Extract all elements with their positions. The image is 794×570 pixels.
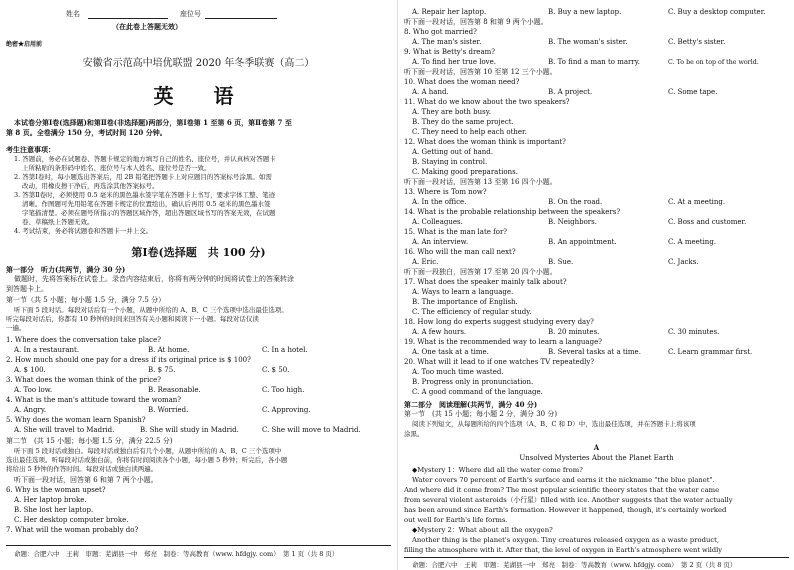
- section2-intro-3: 将给出 5 秒钟的作答时间。每段对话或独白读两遍。: [6, 465, 158, 473]
- option-a: A. Too much time wasted.: [412, 368, 504, 376]
- option-c: C. Making good preparations.: [412, 168, 518, 176]
- instruction: 听下面一段独白，回答第 17 至第 20 四个小题。: [404, 268, 557, 276]
- passage-title: Unsolved Mysteries About the Planet Earth: [519, 454, 674, 462]
- listening-intro-2: 到答题卡上。: [6, 285, 48, 293]
- question-text: 3. What does the woman think of the price?: [6, 376, 162, 384]
- intro-line-2: 第 8 页。全卷满分 150 分，考试时间 120 分钟。: [6, 128, 167, 137]
- passage-line: And where did it come from? The most popular scientific theory states that the water came: [404, 486, 720, 494]
- option-a: A. Eric.: [412, 258, 439, 266]
- section1-intro-1: 听下面 5 段对话。每段对话后有一个小题，从题中所给的 A、B、C 三个选项中选出最佳选项。: [14, 306, 288, 314]
- option-c: C. She will move to Madrid.: [262, 426, 361, 434]
- option-c: C. Too high.: [262, 386, 305, 394]
- question-text: 8. Who got married?: [404, 28, 477, 36]
- option-b: B. Reasonable.: [148, 386, 201, 394]
- section1-intro-3: 一遍。: [6, 324, 26, 332]
- question-text: 19. What is the recommended way to learn a language?: [404, 338, 602, 346]
- footer-rule: [404, 557, 789, 558]
- option-c: C. A meeting.: [668, 238, 717, 246]
- question-text: 9. What is Betty's dream?: [404, 48, 496, 56]
- question-text: 14. What is the probable relationship between the speakers?: [404, 208, 621, 216]
- option-b: B. They do the same project.: [412, 118, 514, 126]
- part2-section1: 第一节 (共 15 小题；每小题 2 分，满分 30 分): [404, 410, 558, 418]
- option-b: B. Buy a new laptop.: [548, 8, 622, 16]
- page-2: [397, 0, 794, 570]
- option-a: A. One task at a time.: [412, 348, 489, 356]
- option-a: A. Colleagues.: [412, 218, 463, 226]
- passage-line: filling the atmosphere with it. After that, the level of oxygen in Earth's atmosphere went wildly: [404, 546, 722, 554]
- page-footer: 命题：合肥六中 王莉 审题：芜湖县一中 郑亮 制卷：等高教育（www. hfdgjy. com） 第 1 页（共 8 页）: [14, 550, 339, 558]
- option-b: B. An appointment.: [548, 238, 617, 246]
- option-b: B. The woman's sister.: [548, 38, 628, 46]
- part1-title: 第Ⅰ卷(选择题 共 100 分): [131, 246, 266, 259]
- passage-line: has been around since Earth's formation. However it happened, though, it's certainly worked: [404, 506, 727, 514]
- option-a: A. Angry.: [14, 406, 47, 414]
- seat-label: 座位号: [180, 10, 201, 18]
- page-footer: 命题：合肥六中 王莉 审题：芜湖县一中 郑亮 制卷：等高教育（www. hfdgjy. com） 第 2 页（共 8 页）: [412, 561, 737, 569]
- section1-title: 第一节（共 5 小题；每小题 1.5 分，满分 7.5 分）: [6, 296, 166, 304]
- option-b: B. She will study in Madrid.: [140, 426, 239, 434]
- option-a: A. To find her true love.: [412, 58, 496, 66]
- option-c: C. Buy a desktop computer.: [668, 8, 766, 16]
- passage-line: from several violent asteroids（小行星）filled with ice. Another suggests that the water actually: [404, 496, 733, 504]
- name-label: 姓名: [66, 10, 80, 18]
- part2-intro-2: 涂黑。: [404, 430, 424, 438]
- option-b: B. Neighbors.: [548, 218, 597, 226]
- note-line: 3. 答第Ⅱ卷时，必须使用 0.5 毫米的黑色墨水签字笔在答题卡上书写，要求字体工整、笔迹: [14, 191, 276, 199]
- option-c: C. 30 minutes.: [668, 328, 720, 336]
- option-b: B. Progress only in pronunciation.: [412, 378, 534, 386]
- question-text: 13. Where is Tom now?: [404, 188, 487, 196]
- option-c: C. Betty's sister.: [668, 38, 726, 46]
- question-text: 5. Why does the woman learn Spanish?: [6, 416, 146, 424]
- option-b: B. A project.: [548, 88, 593, 96]
- option-a: A. An interview.: [412, 238, 469, 246]
- question-text: 15. What is the man late for?: [404, 228, 508, 236]
- option-c: C. The efficiency of regular study.: [412, 308, 532, 316]
- part2-title: 第二部分 阅读理解(共两节，满分 40 分): [404, 400, 538, 409]
- passage-line: ◆Mystery 2：What about all the oxygen?: [412, 526, 553, 534]
- note-line: 1. 答题前，务必在试题卷、答题卡规定的地方填写自己的姓名、座位号，并认真核对答题卡: [14, 155, 276, 163]
- footer-rule: [6, 545, 391, 546]
- question-text: 7. What will the woman probably do?: [6, 526, 139, 534]
- notes-heading: 考生注意事项：: [6, 145, 55, 154]
- part2-intro-1: 阅读下列短文，从每题所给的四个选项（A、B、C 和 D）中，选出最佳选项，并在答题卡上将该项: [412, 420, 696, 428]
- option-c: C. $ 50.: [262, 366, 290, 374]
- option-a: A. They are both busy.: [412, 108, 491, 116]
- option-a: A. Her laptop broke.: [14, 496, 87, 504]
- option-a: A. $ 100.: [14, 366, 46, 374]
- q6-instruction: 听下面一段对话，回答第 6 和第 7 两个小题。: [14, 476, 158, 484]
- option-c: C. To be on top of the world.: [668, 59, 759, 66]
- listening-section-title: 第一部分 听力(共两节，满分 30 分): [6, 265, 126, 274]
- note-line: 清晰。作图题可先用铅笔在答题卡规定的位置绘出，确认后再用 0.5 毫米的黑色墨水签: [22, 200, 271, 208]
- option-b: B. On the road.: [548, 198, 603, 206]
- answer-notice: （在此卷上答题无效）: [112, 22, 182, 31]
- option-c: C. At a meeting.: [668, 198, 726, 206]
- option-c: C. Some tape.: [668, 88, 718, 96]
- passage-line: out well for Earth's life forms.: [404, 516, 508, 524]
- option-b: B. She lost her laptop.: [14, 506, 94, 514]
- option-a: A. Too low.: [14, 386, 53, 394]
- note-line: 卷、草稿纸上答题无效。: [22, 218, 94, 226]
- option-a: A. She will travel to Madrid.: [14, 426, 115, 434]
- note-line: 改动，用橡皮擦干净后，再选涂其他答案标号。: [22, 182, 159, 190]
- instruction: 听下面一段对话，回答第 8 和第 9 两个小题。: [404, 18, 548, 26]
- note-line: 上所粘贴的条形码中姓名、座位号与本人姓名、座位号是否一致。: [22, 164, 211, 172]
- option-c: C. In a hotel.: [262, 346, 308, 354]
- question-text: 10. What does the woman need?: [404, 78, 520, 86]
- option-b: B. Sue.: [548, 258, 574, 266]
- option-a: A. In the office.: [412, 198, 467, 206]
- option-b: B. To find a man to marry.: [548, 58, 640, 66]
- option-c: C. Her desktop computer broke.: [14, 516, 129, 524]
- name-line: [88, 18, 168, 19]
- question-text: 12. What does the woman think is important?: [404, 138, 566, 146]
- question-text: 18. How long do experts suggest studying every day?: [404, 318, 594, 326]
- instruction: 听下面一段对话，回答第 10 至第 12 三个小题。: [404, 68, 557, 76]
- subject-title: 英 语: [153, 84, 244, 108]
- note-line: 2. 答第Ⅰ卷时，每小题选出答案后，用 2B 铅笔把答题卡上对应题目的答案标号涂黑。如需: [14, 173, 272, 181]
- question-text: 20. What will it lead to if one watches TV repeatedly?: [404, 358, 595, 366]
- section2-intro-2: 选出最佳选项。听每段对话或独白前，你将有时间阅读各个小题，每小题 5 秒钟；听完后，各小题: [6, 456, 288, 464]
- secret-label: 绝密★启用前: [6, 41, 43, 48]
- option-a: A. The man's sister.: [412, 38, 482, 46]
- option-b: B. $ 75.: [148, 366, 176, 374]
- intro-line-1: 本试卷分第Ⅰ卷(选择题)和第Ⅱ卷(非选择题)两部分，第Ⅰ卷第 1 至第 6 页，第Ⅱ卷第 7 至: [14, 118, 292, 127]
- option-a: A. Ways to learn a language.: [412, 288, 514, 296]
- section2-intro-1: 听下面 5 段对话或独白。每段对话或独白后有几个小题，从题中所给的 A、B、C 三个选项中: [14, 447, 282, 455]
- passage-line: ◆Mystery 1：Where did all the water come from?: [412, 466, 583, 474]
- option-b: B. At home.: [148, 346, 190, 354]
- instruction: 听下面一段对话，回答第 13 至第 16 四个小题。: [404, 178, 557, 186]
- question-text: 17. What does the speaker mainly talk about?: [404, 278, 567, 286]
- seat-line: [205, 18, 277, 19]
- option-c: C. They need to help each other.: [412, 128, 527, 136]
- option-b: B. Worried.: [148, 406, 189, 414]
- question-text: 1. Where does the conversation take place?: [6, 336, 161, 344]
- option-a: A. A hand.: [412, 88, 449, 96]
- option-b: B. Staying in control.: [412, 158, 488, 166]
- option-c: C. Boss and customer.: [668, 218, 747, 226]
- passage-letter: A: [593, 443, 600, 452]
- question-text: 4. What is the man's attitude toward the woman?: [6, 396, 182, 404]
- question-text: 11. What do we know about the two speakers?: [404, 98, 570, 106]
- passage-line: Another thing is the planet's oxygen. Tiny creatures released oxygen as a waste product,: [412, 536, 720, 544]
- listening-intro-1: 做题时，先将答案标在试卷上。录音内容结束后，你将有两分钟的时间将试卷上的答案转涂: [14, 275, 294, 283]
- question-text: 2. How much should one pay for a dress if its original price is $ 100?: [6, 356, 251, 364]
- option-c: C. Jacks.: [668, 258, 699, 266]
- option-a: A. A few hours.: [412, 328, 467, 336]
- question-text: 6. Why is the woman upset?: [6, 486, 106, 494]
- option-c: C. A good command of the language.: [412, 388, 543, 396]
- option-a: A. Repair her laptop.: [412, 8, 487, 16]
- option-b: B. Several tasks at a time.: [548, 348, 641, 356]
- option-b: B. The importance of English.: [412, 298, 518, 306]
- passage-line: Water covers 70 percent of Earth's surface and earns it the nickname "the blue planet".: [412, 476, 715, 484]
- note-line: 字笔描清楚。必须在题号所指示的答题区域作答，超出答题区域书写的答案无效，在试题: [22, 209, 276, 217]
- section2-title: 第二节 (共 15 小题；每小题 1.5 分，满分 22.5 分): [6, 437, 173, 445]
- exam-title: 安徽省示范高中培优联盟 2020 年冬季联赛（高二）: [82, 58, 315, 69]
- option-c: C. Approving.: [262, 406, 311, 414]
- option-b: B. 20 minutes.: [548, 328, 600, 336]
- option-c: C. Learn grammar first.: [668, 348, 753, 356]
- option-a: A. Getting out of hand.: [412, 148, 494, 156]
- option-a: A. In a restaurant.: [14, 346, 80, 354]
- section1-intro-2: 听完每段对话后，你都有 10 秒钟的时间来回答有关小题和阅读下一小题。每段对话仅读: [6, 315, 259, 323]
- question-text: 16. Who will the man call next?: [404, 248, 516, 256]
- note-line: 4. 考试结束，务必将试题卷和答题卡一并上交。: [14, 227, 153, 235]
